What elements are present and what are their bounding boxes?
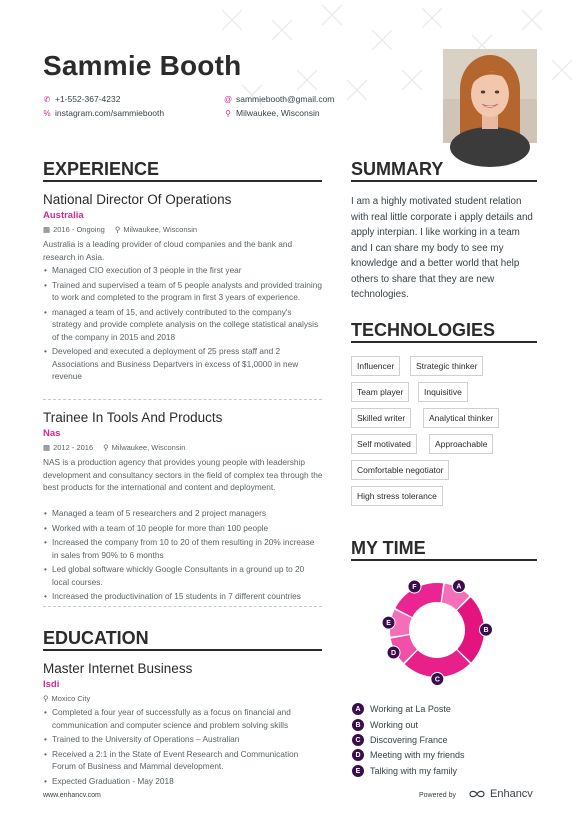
education-heading: EDUCATION (43, 628, 149, 648)
calendar-icon: ▦ (43, 225, 51, 234)
skill-tag: Approachable (429, 434, 493, 454)
company-1: Australia (43, 210, 84, 221)
infinity-icon (468, 789, 486, 799)
list-item: • Developed and executed a deployment of 25 press staff and 2 Associations and Business Departvers in excess of $1,0000 in new revenue (43, 345, 323, 383)
donut-badge-label: B (483, 627, 489, 635)
legend-item-d (352, 749, 465, 761)
job-location-2: Milwaukee, Wisconsin (111, 443, 186, 452)
job-description-2: NAS is a production agency that provides young people with leadership development and consultancy sectors in the field of complex tea through the best products for the international and content and deployment. (43, 457, 323, 492)
legend-label: Discovering France (370, 735, 448, 745)
list-item: • Managed a team of 5 researchers and 2 project managers (43, 507, 323, 520)
list-item: • Received a 2:1 in the State of Event Research and Communication Forum of Business and Mammal development. (43, 748, 323, 773)
job-title-1: National Director Of Operations (43, 192, 232, 207)
donut-badge-label: E (386, 620, 391, 628)
candidate-name: Sammie Booth (43, 50, 242, 81)
skill-tag: Team player (351, 382, 409, 402)
donut-badge-label: A (456, 583, 462, 591)
job-bullets-2 (43, 507, 323, 605)
education-meta (43, 694, 90, 703)
legend-item-a (352, 703, 451, 715)
location-pin-icon: ⚲ (43, 694, 49, 703)
legend-label: Working out (370, 720, 418, 730)
list-item: • Managed CIO execution of 3 people in the first year (43, 264, 323, 277)
summary-text: I am a highly motivated student relation with real little corporate i apply details and apply interpian. I like working in a team and I can share my body to see my knowledge and a better world that help others to share that they are new technologies. (351, 196, 533, 300)
phone-icon: ✆ (43, 94, 51, 104)
skill-tag: Analytical thinker (423, 408, 499, 428)
skill-tag: High stress tolerance (351, 486, 443, 506)
school-name: Isdi (43, 679, 60, 690)
skill-tag: Skilled writer (351, 408, 411, 428)
phone-contact (43, 94, 120, 104)
job-meta-1 (43, 225, 197, 234)
job-meta-2 (43, 443, 185, 452)
list-item: • Increased the productivination of 15 students in 7 different countries (43, 590, 323, 603)
legend-badge: B (352, 719, 364, 731)
divider (43, 399, 322, 400)
location-text: Milwaukee, Wisconsin (236, 108, 320, 118)
technologies-heading: TECHNOLOGIES (351, 320, 496, 340)
list-item: • Trained and supervised a team of 5 people analysts and provided training to work and completed to the program in first 3 years of experience. (43, 279, 323, 304)
job-dates-1: 2016 - Ongoing (53, 225, 105, 234)
calendar-icon: ▦ (43, 443, 51, 452)
list-item: • Increased the company from 10 to 20 of them resulting in 20% increase in sales from 90% to 6 months (43, 536, 323, 561)
footer-powered-by: Powered by (419, 792, 456, 799)
website-contact (43, 108, 164, 118)
list-item: • Trained to the University of Operations – Australian (43, 733, 323, 746)
brand-name: Enhancv (490, 788, 533, 800)
list-item: • Led global software whickly Google Consultants in a ground up to 20 local courses. (43, 563, 323, 588)
list-item: • Completed a four year of successfully as a focus on financial and communication and computer science and problem solving skills (43, 706, 323, 731)
degree-title: Master Internet Business (43, 661, 193, 676)
legend-item-b (352, 719, 418, 731)
technologies-rule (351, 341, 537, 343)
time-donut-chart (380, 572, 510, 692)
email-contact (224, 94, 334, 104)
education-location: Moxico City (51, 694, 91, 703)
enhancv-logo[interactable] (468, 788, 533, 800)
job-location-1: Milwaukee, Wisconsin (123, 225, 198, 234)
link-icon: % (43, 108, 51, 118)
legend-item-e (352, 765, 457, 777)
education-rule (43, 649, 322, 651)
location-pin-icon: ⚲ (114, 225, 121, 234)
skill-tag: Comfortable negotiator (351, 460, 449, 480)
legend-label: Talking with my family (370, 766, 458, 776)
my-time-rule (351, 559, 537, 561)
donut-badge-label: C (434, 676, 440, 684)
profile-photo (443, 49, 537, 143)
phone-text[interactable]: +1-552-367-4232 (55, 94, 121, 104)
job-bullets-1 (43, 264, 323, 385)
location-pin-icon: ⚲ (103, 443, 109, 452)
email-text[interactable]: sammiebooth@gmail.com (236, 94, 335, 104)
experience-heading: EXPERIENCE (43, 159, 160, 179)
skill-tag: Self motivated (351, 434, 417, 454)
website-text[interactable]: instagram.com/sammiebooth (55, 108, 165, 118)
list-item: • managed a team of 15, and actively contributed to the company's strategy and provide complete analysis on the college statistical analysis of the company in 2015 and 2018 (43, 306, 323, 344)
legend-badge: D (352, 749, 364, 761)
legend-item-c (352, 734, 448, 746)
legend-badge: A (352, 703, 364, 715)
footer-website[interactable]: www.enhancv.com (43, 792, 101, 799)
location-contact (224, 108, 320, 118)
skill-tag: Inquisitive (418, 382, 468, 402)
list-item: • Worked with a team of 10 people for more than 100 people (43, 522, 323, 535)
divider (43, 606, 322, 607)
summary-heading: SUMMARY (351, 159, 444, 179)
legend-badge: C (352, 734, 364, 746)
list-item: • Expected Graduation - May 2018 (43, 775, 323, 788)
job-dates-2: 2012 - 2016 (53, 443, 94, 452)
at-icon: @ (224, 94, 233, 104)
location-pin-icon: ⚲ (225, 108, 231, 118)
skill-tag: Influencer (351, 356, 400, 376)
legend-badge: E (352, 765, 364, 777)
legend-label: Meeting with my friends (370, 750, 465, 760)
job-title-2: Trainee In Tools And Products (43, 410, 223, 425)
donut-badge-label: D (390, 650, 397, 658)
my-time-heading: MY TIME (351, 538, 426, 558)
donut-badge-label: F (412, 583, 417, 591)
education-bullets (43, 706, 323, 786)
summary-rule (351, 180, 537, 182)
legend-label: Working at La Poste (370, 704, 451, 714)
job-description-1: Australia is a leading provider of cloud companies and the bank and research in Asia. (43, 239, 293, 262)
skill-tag: Strategic thinker (410, 356, 483, 376)
experience-rule (43, 180, 322, 182)
company-2: Nas (43, 428, 61, 439)
